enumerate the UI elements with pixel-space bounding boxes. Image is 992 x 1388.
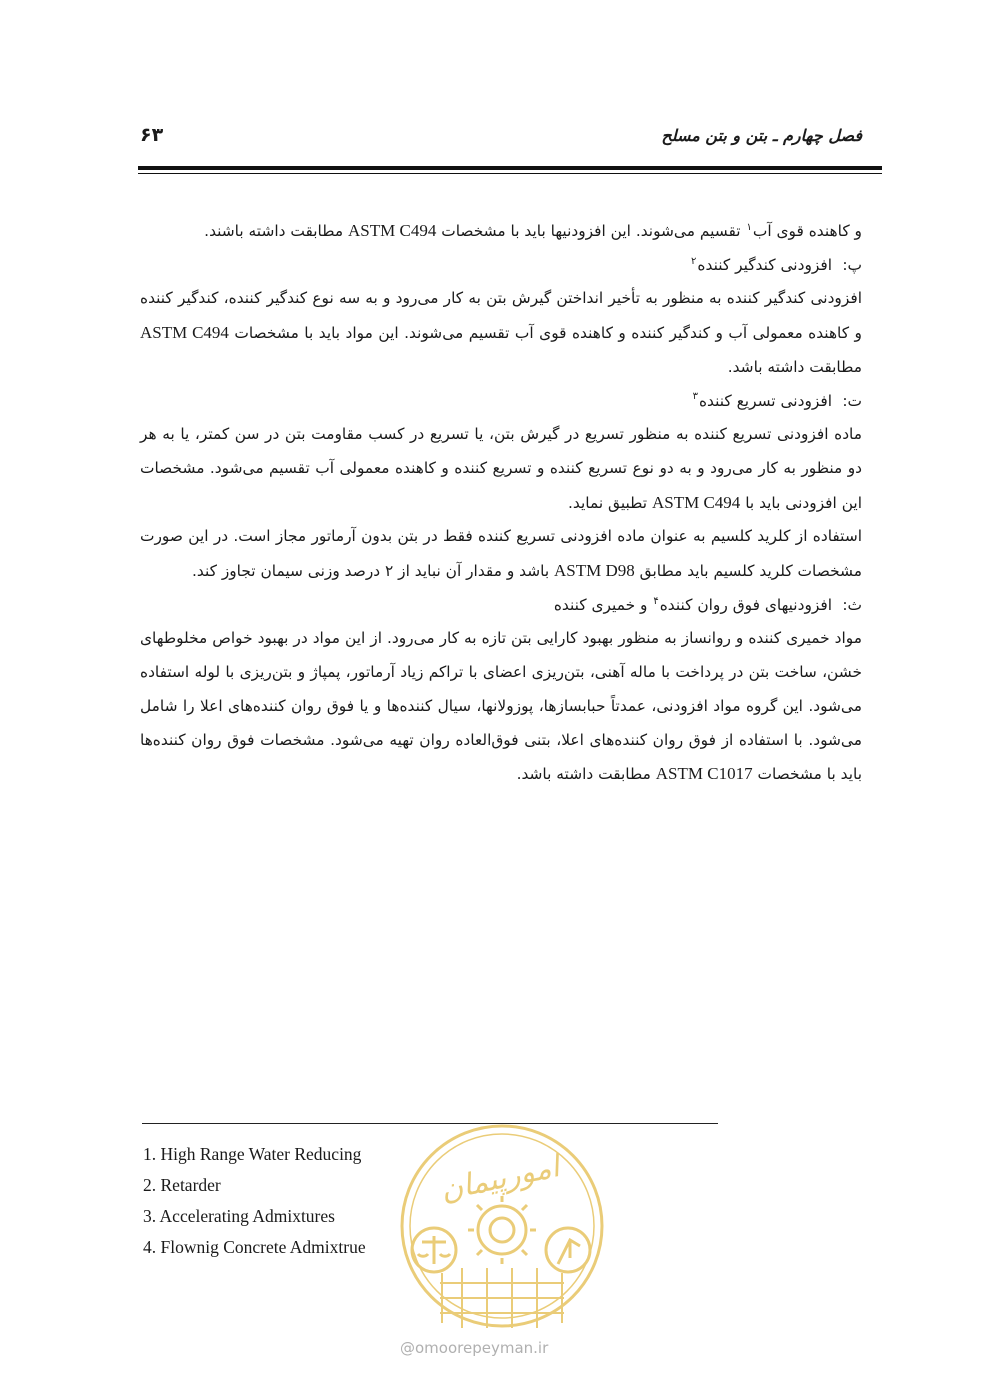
standard-ref: ASTM D98 (554, 561, 635, 581)
paragraph-3: ماده افزودنی تسریع کننده به منظور تسریع در گیرش بتن، یا تسریع در کسب مقاومت بتن در سن کمتر، یا به هر دو منظور به کار می‌رود و به دو نوع تسریع کننده و تسریع کننده و کاهنده معمولی آب تقسیم می‌شود. مشخصات این افزودنی باید با ASTM C494 تطبیق نماید. (140, 425, 862, 512)
heading-se: ث:افزودنیهای فوق روان کننده$^۴$ و خمیری کننده (140, 589, 862, 623)
body-text (140, 214, 862, 792)
footnote-ref-1: ۱ (746, 221, 752, 233)
heading-letter: ث: (842, 595, 862, 614)
crane-icon (546, 1228, 590, 1272)
svg-text:امورپیمان: امورپیمان (437, 1149, 563, 1209)
header-rule-thin (138, 173, 882, 174)
gear-icon (468, 1196, 536, 1264)
chapter-title: فصل چهارم ـ بتن و بتن مسلح (661, 126, 862, 145)
watermark-site: @omoorepeyman.ir (400, 1339, 549, 1357)
footnote-4: 4. Flownig Concrete Admixtrue (143, 1237, 366, 1257)
building-icon (440, 1268, 564, 1328)
heading-pe: پ:افزودنی کندگیر کننده$^۲$ (140, 249, 862, 283)
paragraph-5: مواد خمیری کننده و روانساز به منظور بهبود کارایی بتن تازه به کار می‌رود. از این مواد در بهبود خواص مخلوطهای خشن، ساخت بتن در پرداخت با ماله آهنی، بتن‌ریزی اعضای با تراکم زیاد آرماتور، پمپاژ و بتن‌ریزی با لوله استفاده می‌شود. این گروه مواد افزودنی، عمدتاً حبابسازها، پوزولانها، سیال کننده‌ها و یا فوق روان کننده‌های اعلا را شامل می‌شود. با استفاده از فوق روان کننده‌های اعلا، بتنی فوق‌العاده روان تهیه می‌شود. مشخصات فوق روان کننده‌ها باید با مشخصات ASTM C1017 مطابقت داشته باشد. (140, 629, 862, 784)
footnote-ref-4: ۴ (653, 595, 659, 607)
footnote-ref-2: ۲ (691, 255, 697, 267)
heading-letter: ت: (842, 391, 862, 410)
paragraph-1: و کاهنده قوی آب$^۱$ تقسیم می‌شوند. این افزودنیها باید با مشخصات ASTM C494 مطابقت داشته باشند. (204, 221, 862, 240)
standard-ref: ASTM C494 (140, 323, 229, 343)
footnote-2: 2. Retarder (143, 1175, 221, 1195)
scales-of-justice-icon (412, 1228, 456, 1272)
heading-letter: پ: (842, 255, 862, 274)
footnote-3: 3. Accelerating Admixtures (143, 1206, 335, 1226)
standard-ref: ASTM C1017 (655, 764, 753, 784)
header-rule-thick (138, 166, 882, 170)
footnote-ref-3: ۳ (692, 391, 698, 403)
standard-ref: ASTM C494 (348, 221, 437, 240)
watermark-logo (392, 1118, 612, 1338)
footnote-1: 1. High Range Water Reducing (143, 1144, 362, 1164)
paragraph-4: استفاده از کلرید کلسیم به عنوان ماده افزودنی تسریع کننده فقط در بتن بدون آرماتور مجاز است. در این صورت مشخصات کلرید کلسیم باید مطابق ASTM D98 باشد و مقدار آن نباید از ۲ درصد وزنی سیمان تجاوز کند. (140, 527, 862, 581)
page-number: ۶۳ (140, 124, 164, 146)
paragraph-2: افزودنی کندگیر کننده به منظور به تأخیر انداختن گیرش بتن به کار می‌رود و به سه نوع کندگیر کننده، کندگیر کننده و کاهنده معمولی آب و کندگیر کننده و کاهنده قوی آب تقسیم می‌شوند. این مواد باید با مشخصات ASTM C494 مطابقت داشته باشد. (140, 289, 862, 376)
heading-te: ت:افزودنی تسریع کننده$^۳$ (140, 385, 862, 419)
standard-ref: ASTM C494 (651, 492, 741, 512)
